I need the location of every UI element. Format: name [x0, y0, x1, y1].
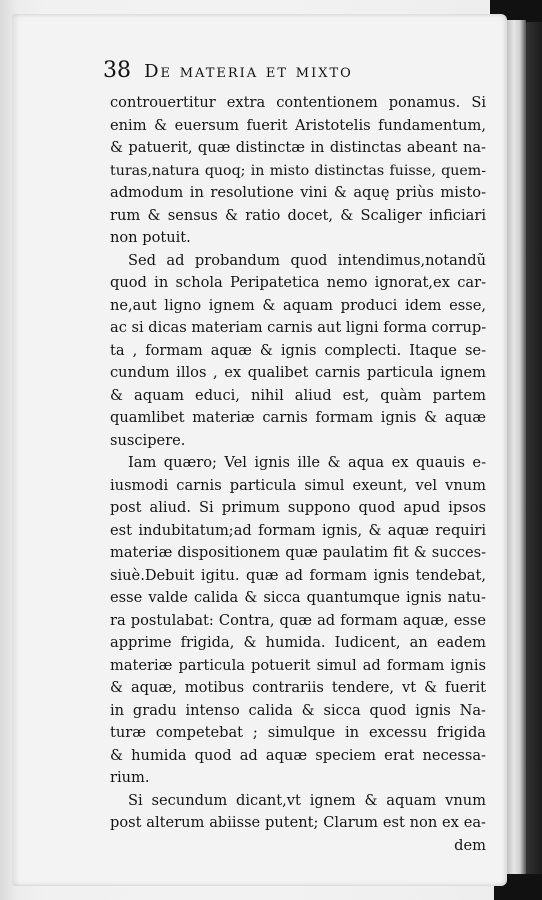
text-line: post aliud. Si primum suppono quod apud ipsos	[110, 499, 486, 516]
text-line: ac si dicas materiam carnis aut ligni forma corrup-	[110, 319, 487, 336]
text-line: ne,aut ligno ignem & aquam produci idem esse,	[110, 296, 486, 314]
text-line: est indubitatum;ad formam ignis, & aquæ requiri	[110, 521, 486, 539]
text-line: & humida quod ad aquæ speciem erat necessa-	[110, 746, 486, 764]
text-line: dem	[454, 836, 486, 854]
text-line: Sed ad probandum quod intendimus,notandũ	[128, 251, 486, 269]
text-line: materiæ particula potuerit simul ad formam ignis	[110, 656, 486, 674]
text-line: in gradu intenso calida & sicca quod ignis Na-	[110, 701, 486, 719]
text-line: esse valde calida & sicca quantumque ignis natu-	[110, 589, 486, 606]
text-line: enim & euersum fuerit Aristotelis fundamentum,	[110, 116, 486, 134]
text-line: quod in schola Peripatetica nemo ignorat,ex car-	[110, 274, 486, 291]
text-line: suscipere.	[110, 431, 186, 449]
text-line: quamlibet materiæ carnis formam ignis & aquæ	[110, 409, 486, 426]
text-line: Si secundum dicant,vt ignem & aquam vnum	[128, 791, 486, 809]
text-line: non potuit.	[110, 229, 191, 246]
text-line: & patuerit, quæ distinctæ in distinctas abeant na-	[110, 139, 486, 156]
text-line: post alterum abiisse putent; Clarum est non ex ea-	[110, 814, 486, 831]
text-line: rium.	[110, 769, 150, 786]
text-line: apprime frigida, & humida. Iudicent, an eadem	[110, 634, 486, 651]
page-edge	[506, 20, 526, 882]
body-text	[110, 92, 486, 857]
text-line: cundum illos , ex qualibet carnis particula ignem	[110, 364, 486, 381]
text-line: materiæ dispositionem quæ paulatim fit & succes-	[110, 544, 486, 561]
running-head	[103, 58, 483, 90]
text-line: controuertitur extra contentionem ponamus. Si	[110, 94, 486, 111]
text-line: turæ competebat ; simulque in excessu frigida	[110, 724, 486, 741]
text-line: Iam quæro; Vel ignis ille & aqua ex quauis e-	[128, 454, 486, 471]
text-line: & aquam educi, nihil aliud est, quàm partem	[110, 386, 486, 404]
text-line: rum & sensus & ratio docet, & Scaliger inficiari	[110, 206, 486, 224]
running-title: De materia et mixto	[144, 61, 353, 82]
text-line: turas,natura quoq; in misto distinctas fuisse, quem-	[110, 162, 486, 179]
text-line: & aquæ, motibus contrariis tendere, vt & fuerit	[110, 679, 486, 696]
text-line: ra postulabat: Contra, quæ ad formam aquæ, esse	[110, 611, 486, 629]
text-line: iusmodi carnis particula simul exeunt, vel vnum	[110, 476, 486, 494]
text-line: admodum in resolutione vini & aquę priùs misto-	[110, 184, 486, 201]
page-number: 38	[103, 58, 131, 83]
text-line: ta , formam aquæ & ignis complecti. Itaque se-	[110, 341, 486, 359]
text-line: siuè.Debuit igitu. quæ ad formam ignis tendebat,	[110, 566, 486, 584]
